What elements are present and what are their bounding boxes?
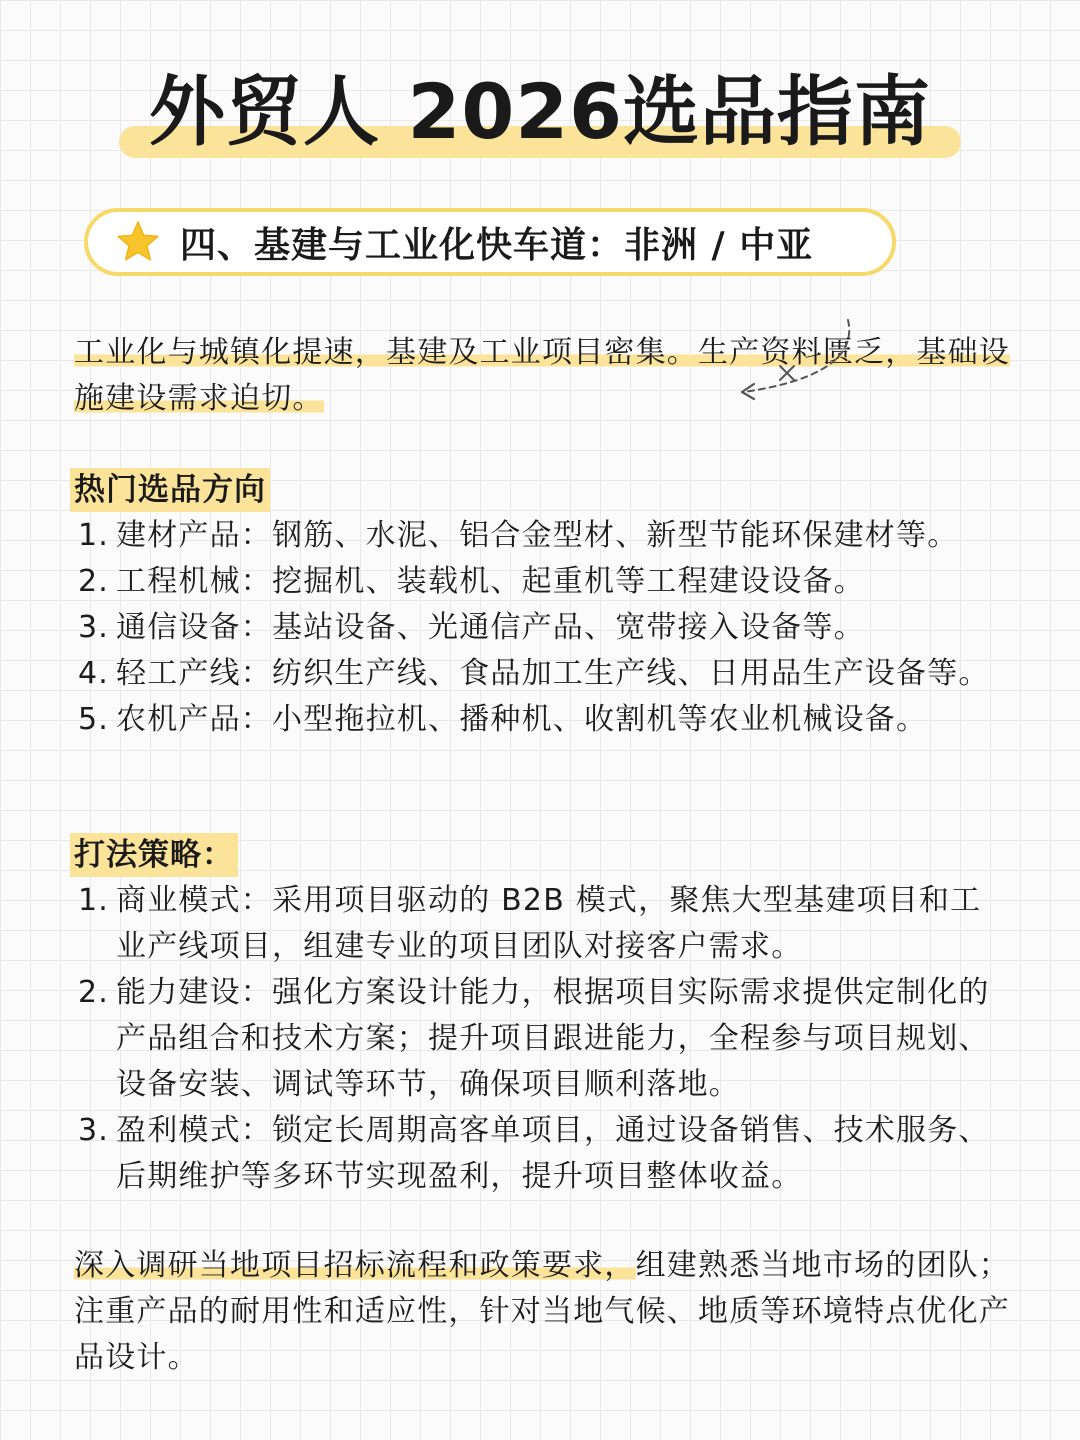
closing-highlighted-text: 深入调研当地项目招标流程和政策要求， bbox=[74, 1248, 636, 1283]
products-heading: 热门选品方向 bbox=[70, 468, 270, 512]
star-icon bbox=[114, 218, 162, 266]
title-wrap bbox=[0, 62, 1080, 162]
list-item-number: 1. bbox=[78, 883, 110, 918]
curved-arrow-icon bbox=[730, 314, 860, 408]
list-item-text: 通信设备：基站设备、光通信产品、宽带接入设备等。 bbox=[116, 610, 865, 645]
page-title bbox=[119, 62, 961, 162]
list-item-number: 4. bbox=[78, 656, 110, 691]
list-item-text: 能力建设：强化方案设计能力，根据项目实际需求提供定制化的产品组合和技术方案；提升项目跟进能力，全程参与项目规划、设备安装、调试等环节，确保项目顺利落地。 bbox=[116, 975, 990, 1102]
list-item-number: 3. bbox=[78, 1113, 110, 1148]
list-item bbox=[78, 513, 1012, 559]
list-item bbox=[78, 651, 1012, 697]
strategy-list bbox=[78, 878, 1012, 1200]
intro-paragraph bbox=[74, 330, 1014, 422]
closing-text: 组建熟悉当地市场的团队；注重产品的耐用性和适应性，针对当地气候、地质等环境特点优化产品设计。 bbox=[74, 1248, 1011, 1375]
list-item bbox=[78, 697, 1012, 743]
list-item bbox=[78, 1108, 1012, 1200]
list-item-number: 2. bbox=[78, 975, 110, 1010]
list-item-text: 农机产品：小型拖拉机、播种机、收割机等农业机械设备。 bbox=[116, 702, 928, 737]
list-item-text: 工程机械：挖掘机、装载机、起重机等工程建设设备。 bbox=[116, 564, 865, 599]
list-item bbox=[78, 970, 1012, 1108]
list-item-text: 建材产品：钢筋、水泥、铝合金型材、新型节能环保建材等。 bbox=[116, 518, 959, 553]
intro-highlighted-text: 工业化与城镇化提速，基建及工业项目密集。生产资料匮乏，基础设施建设需求迫切。 bbox=[74, 335, 1010, 416]
closing-paragraph bbox=[74, 1243, 1014, 1381]
section-title: 四、基建与工业化快车道：非洲 / 中亚 bbox=[180, 224, 814, 266]
list-item bbox=[78, 559, 1012, 605]
section-pill bbox=[84, 208, 896, 276]
list-item bbox=[78, 605, 1012, 651]
list-item-text: 商业模式：采用项目驱动的 B2B 模式，聚焦大型基建项目和工业产线项目，组建专业的项目团队对接客户需求。 bbox=[116, 883, 982, 964]
list-item-number: 2. bbox=[78, 564, 110, 599]
strategy-heading: 打法策略： bbox=[70, 833, 238, 877]
list-item-text: 盈利模式：锁定长周期高客单项目，通过设备销售、技术服务、后期维护等多环节实现盈利，提升项目整体收益。 bbox=[116, 1113, 990, 1194]
list-item-number: 1. bbox=[78, 518, 110, 553]
list-item-text: 轻工产线：纺织生产线、食品加工生产线、日用品生产设备等。 bbox=[116, 656, 990, 691]
list-item-number: 5. bbox=[78, 702, 110, 737]
products-list bbox=[78, 513, 1012, 743]
list-item bbox=[78, 878, 1012, 970]
page-title-text: 外贸人 2026选品指南 bbox=[149, 67, 931, 156]
list-item-number: 3. bbox=[78, 610, 110, 645]
